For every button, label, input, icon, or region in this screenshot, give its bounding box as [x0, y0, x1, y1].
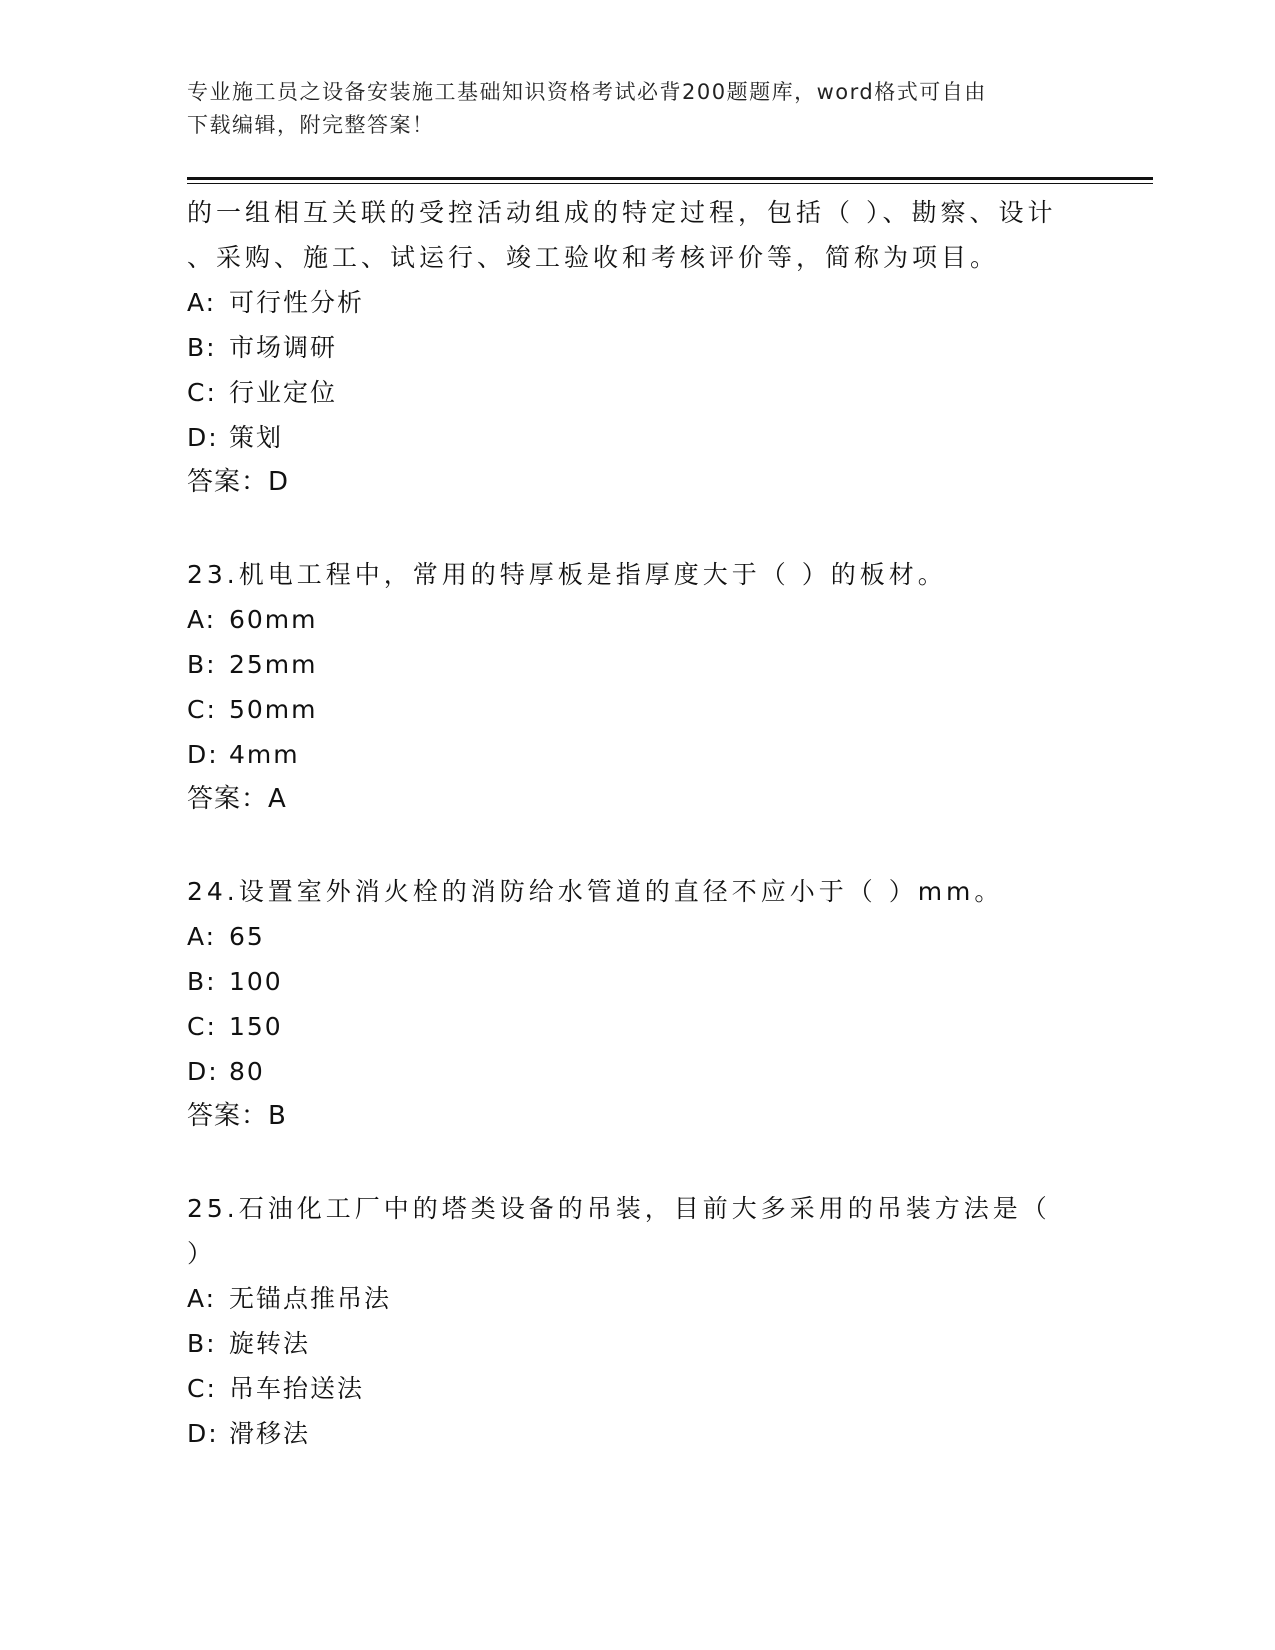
header-line-1: 专业施工员之设备安装施工基础知识资格考试必背200题题库，word格式可自由: [187, 80, 987, 104]
option-a: [187, 597, 1087, 642]
question-text: 24.设置室外消火栓的消防给水管道的直径不应小于（ ）mm。: [187, 877, 1004, 906]
question-text: 的一组相互关联的受控活动组成的特定过程，包括（ ）、勘察、设计: [187, 198, 1057, 227]
option-letter: C:: [187, 378, 217, 407]
option-text: 80: [229, 1057, 265, 1086]
option-text: 吊车抬送法: [229, 1374, 365, 1403]
option-b: [187, 325, 1087, 370]
answer-value: D: [268, 467, 289, 497]
option-letter: B:: [187, 967, 217, 996]
option-text: 50mm: [229, 695, 318, 724]
document-header: [187, 76, 1087, 142]
option-letter: A:: [187, 288, 217, 317]
option-b: [187, 959, 1087, 1004]
question-24: [187, 869, 1087, 1139]
option-text: 市场调研: [229, 333, 338, 362]
answer-value: A: [268, 784, 286, 814]
question-spacer: [187, 505, 1087, 552]
option-letter: D:: [187, 1419, 219, 1448]
question-list: [187, 190, 1087, 1456]
option-text: 100: [229, 967, 283, 996]
answer-label: 答案：: [187, 1101, 269, 1131]
question-spacer: [187, 822, 1087, 869]
option-text: 可行性分析: [229, 288, 365, 317]
option-letter: B:: [187, 1329, 217, 1358]
question-text: 23.机电工程中，常用的特厚板是指厚度大于（ ）的板材。: [187, 560, 947, 589]
option-text: 25mm: [229, 650, 318, 679]
option-text: 60mm: [229, 605, 318, 634]
header-divider-thin: [187, 183, 1153, 184]
option-c: [187, 1366, 1087, 1411]
option-c: [187, 687, 1087, 732]
option-c: [187, 370, 1087, 415]
header-divider-thick: [187, 177, 1153, 180]
answer-label: 答案：: [187, 784, 269, 814]
question-text: 25.石油化工厂中的塔类设备的吊装，目前大多采用的吊装方法是（: [187, 1194, 1051, 1223]
option-letter: C:: [187, 1374, 217, 1403]
option-d: [187, 415, 1087, 460]
question-23: [187, 552, 1087, 822]
answer-line: [187, 777, 1087, 822]
option-c: [187, 1004, 1087, 1049]
answer-line: [187, 1094, 1087, 1139]
question-22: [187, 190, 1087, 505]
option-a: [187, 1276, 1087, 1321]
option-letter: C:: [187, 695, 217, 724]
option-text: 150: [229, 1012, 283, 1041]
option-letter: B:: [187, 333, 217, 362]
question-text: ）: [187, 1239, 217, 1268]
option-a: [187, 280, 1087, 325]
option-letter: D:: [187, 423, 219, 452]
option-b: [187, 642, 1087, 687]
question-25: [187, 1186, 1087, 1456]
option-letter: C:: [187, 1012, 217, 1041]
option-letter: A:: [187, 1284, 217, 1313]
option-letter: D:: [187, 740, 219, 769]
answer-label: 答案：: [187, 467, 269, 497]
option-text: 旋转法: [229, 1329, 311, 1358]
option-d: [187, 1411, 1087, 1456]
question-spacer: [187, 1139, 1087, 1186]
option-d: [187, 1049, 1087, 1094]
option-a: [187, 914, 1087, 959]
option-letter: A:: [187, 605, 217, 634]
option-b: [187, 1321, 1087, 1366]
option-letter: B:: [187, 650, 217, 679]
question-text: 、采购、施工、试运行、竣工验收和考核评价等，简称为项目。: [187, 243, 1000, 272]
option-text: 65: [229, 922, 265, 951]
option-d: [187, 732, 1087, 777]
option-text: 策划: [229, 423, 284, 452]
answer-line: [187, 460, 1087, 505]
option-text: 滑移法: [229, 1419, 311, 1448]
option-text: 4mm: [229, 740, 300, 769]
header-line-2: 下载编辑，附完整答案！: [187, 113, 435, 137]
option-text: 无锚点推吊法: [229, 1284, 392, 1313]
option-letter: D:: [187, 1057, 219, 1086]
option-text: 行业定位: [229, 378, 338, 407]
option-letter: A:: [187, 922, 217, 951]
answer-value: B: [268, 1101, 286, 1131]
